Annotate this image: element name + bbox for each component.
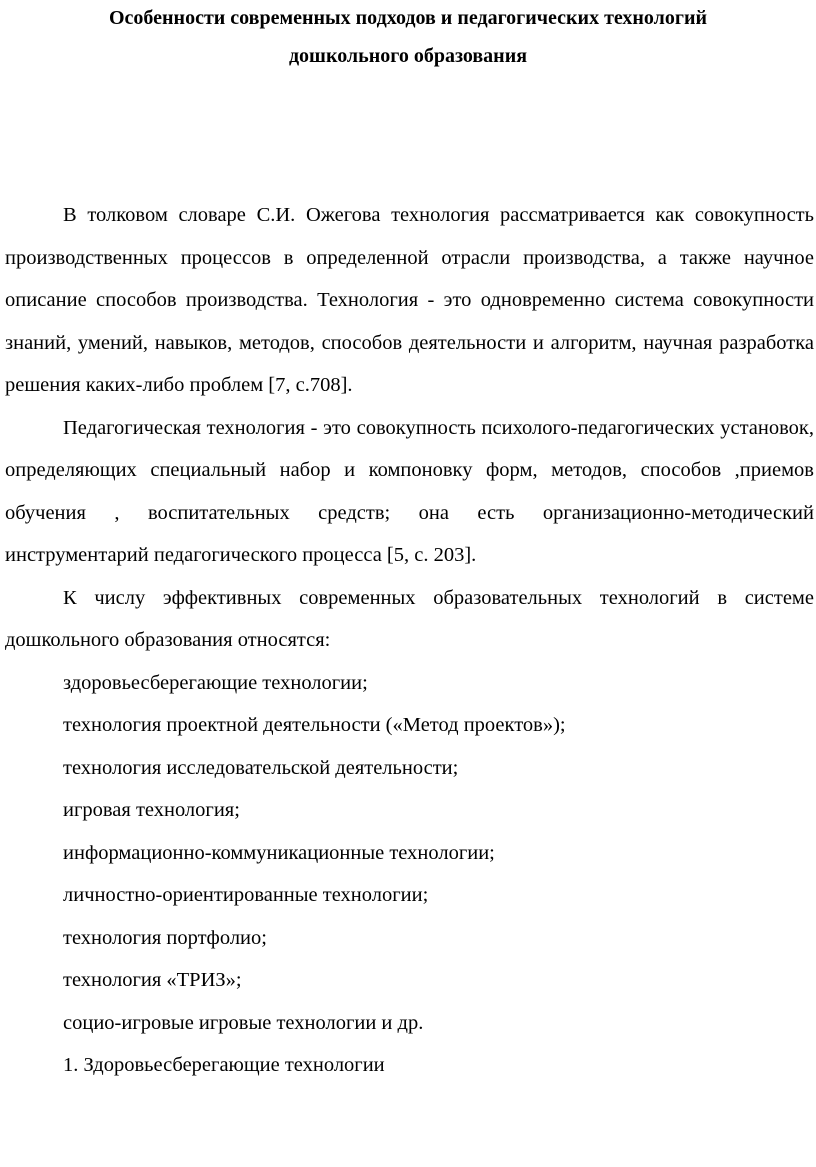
list-item: технология проектной деятельности («Метод проектов»); [63, 714, 566, 736]
title-line-1: Особенности современных подходов и педагогических технологий [108, 7, 707, 29]
title-line-2: дошкольного образования [288, 45, 528, 67]
list-item: информационно-коммуникационные технологии; [63, 841, 495, 864]
list-item: личностно-ориентированные технологии; [63, 884, 429, 906]
paragraph: Педагогическая технология - это совокупность психолого-педагогических установок, определяющих специальный набор и компоновку форм, методов, способов ,приемов обучения , воспитательных средств; она есть организационно-методический инструментарий педагогического процесса [5, с. 203]. [5, 416, 814, 566]
section-heading: 1. Здоровьесберегающие технологии [63, 1054, 385, 1076]
list-item: технология «ТРИЗ»; [63, 969, 242, 991]
list-item: технология исследовательской деятельности; [63, 756, 459, 779]
list-item: игровая технология; [63, 799, 240, 821]
list-item: технология портфолио; [63, 926, 267, 949]
paragraph: В толковом словаре С.И. Ожегова технология рассматривается как совокупность производственных процессов в определенной отрасли производства, а также научное описание способов производства. Технология - это одновременно система совокупности знаний, умений, навыков, методов, способов деятельности и алгоритм, научная разработка решения каких-либо проблем [7, с.708]. [5, 204, 814, 396]
list-item: социо-игровые игровые технологии и др. [63, 1011, 424, 1034]
document-body [5, 194, 814, 1087]
paragraph: К числу эффективных современных образовательных технологий в системе дошкольного образования относятся: [5, 586, 814, 651]
list-item: здоровьесберегающие технологии; [63, 671, 368, 694]
